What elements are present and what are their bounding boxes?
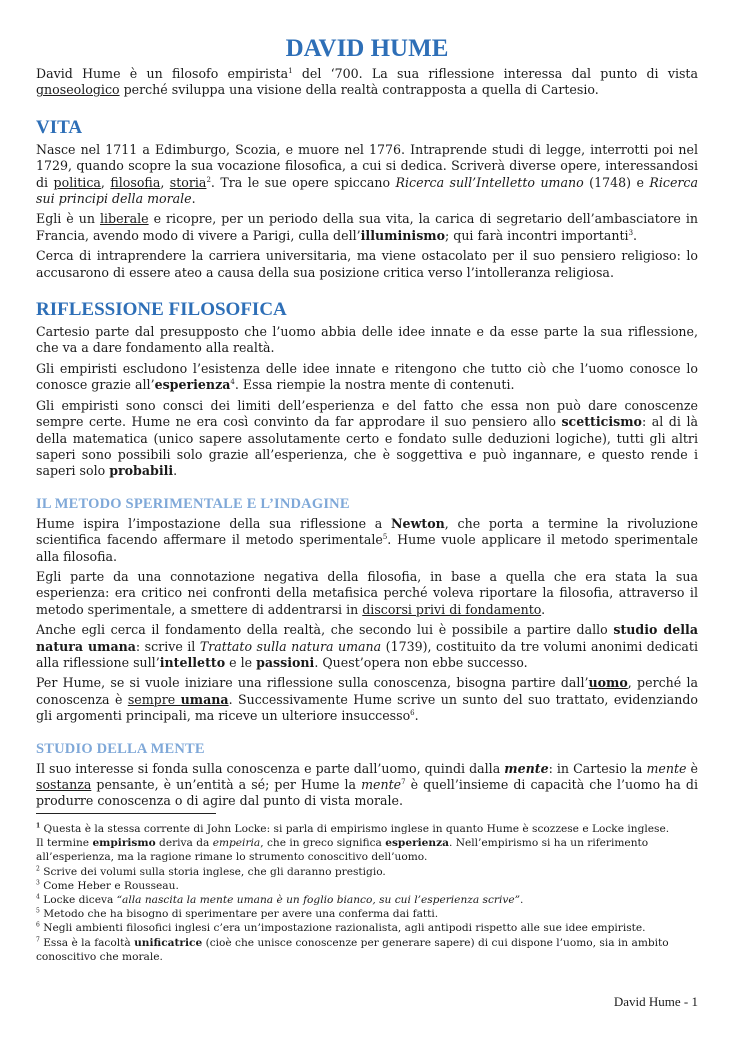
text: Negli ambienti filosofici inglesi c’era un’impostazione razionalista, agli antipodi rispetto alle sue idee empiriste. xyxy=(39,922,646,935)
text: deriva da xyxy=(155,837,213,850)
footnote-6 xyxy=(36,921,698,935)
text: Il suo interesse si fonda sulla conoscenza e parte dall’uomo, quindi dalla xyxy=(36,760,505,776)
footnote-separator xyxy=(36,813,216,814)
intro-paragraph xyxy=(36,66,698,99)
term-esperienza: esperienza xyxy=(154,377,231,393)
footnote-4 xyxy=(36,893,698,907)
text: . xyxy=(520,894,524,907)
text: . Quest’opera non ebbe successo. xyxy=(314,654,528,670)
term-filosofia: filosofia xyxy=(110,174,161,190)
footnote-number: 5 xyxy=(36,907,40,915)
text: , che in greco significa xyxy=(260,837,386,850)
term-mente: mente xyxy=(646,760,687,776)
footnote-number: 4 xyxy=(36,893,40,901)
text: Come Heber e Rousseau. xyxy=(39,879,179,892)
term-uomo: uomo xyxy=(588,675,628,691)
text: , che porta a termine la rivoluzione scientifica facendo affermare il metodo sperimentale xyxy=(36,515,698,548)
footnote-7 xyxy=(36,936,698,964)
term-unificatrice: unificatrice xyxy=(134,936,203,949)
footnotes xyxy=(36,822,698,964)
riflessione-paragraph-2 xyxy=(36,361,698,394)
text: : al di là della matematica (unico sapere assolutamente certo e fondato sulle deduzioni logiche), tutti gli altri saperi sono possibili solo grazie all’esperienza, che è soggettiva e può ingannare, e questo rende i saperi solo xyxy=(36,414,698,479)
text: , xyxy=(160,174,170,190)
text: Hume ispira l’impostazione della sua riflessione a xyxy=(36,515,392,531)
text: . Hume vuole applicare il metodo sperimentale alla filosofia. xyxy=(36,532,698,564)
mente-paragraph-1 xyxy=(36,761,698,810)
page-footer: David Hume - 1 xyxy=(613,994,698,1009)
term-illuminismo: illuminismo xyxy=(360,227,446,243)
vita-paragraph-2 xyxy=(36,211,698,244)
text: Scrive dei volumi sulla storia inglese, che gli daranno prestigio. xyxy=(39,865,386,878)
footnote-ref[interactable]: 6 xyxy=(410,709,415,717)
term-politica: politica xyxy=(53,174,101,190)
text: è quell’insieme di capacità che l’uomo ha di produrre conoscenza o di agire dal punto di vista morale. xyxy=(36,777,698,809)
footnote-ref[interactable]: 7 xyxy=(401,777,406,786)
text: ; qui farà incontri importanti xyxy=(445,227,629,243)
footnote-number: 7 xyxy=(36,936,40,944)
metodo-paragraph-1 xyxy=(36,516,698,565)
text: Locke diceva xyxy=(39,894,117,907)
text: . Successivamente Hume scrive un sunto del suo trattato, evidenziando gli argomenti principali, ma riceve un ulteriore insuccesso xyxy=(36,691,698,724)
text: Egli è un xyxy=(36,211,100,227)
footnote-ref[interactable]: 3 xyxy=(628,228,634,237)
text: del ‘700. La sua riflessione interessa dal punto di vista xyxy=(292,66,698,81)
footnote-number: 2 xyxy=(36,865,40,873)
text: : in Cartesio la xyxy=(548,760,647,776)
footnote-3 xyxy=(36,879,698,893)
footnote-ref[interactable]: 4 xyxy=(230,378,235,387)
subsection-heading-metodo: IL METODO SPERIMENTALE E L’INDAGINE xyxy=(36,495,350,512)
footnote-2 xyxy=(36,865,698,879)
vita-paragraph-1 xyxy=(36,142,698,208)
text: è xyxy=(686,760,698,776)
footnote-ref[interactable]: 5 xyxy=(382,532,388,541)
term-discorsi: discorsi privi di fondamento xyxy=(362,601,542,617)
page-body xyxy=(36,34,698,814)
metodo-paragraph-3 xyxy=(36,622,698,671)
riflessione-paragraph-3 xyxy=(36,398,698,480)
term-esperienza: esperienza xyxy=(385,837,449,850)
text: . xyxy=(173,463,178,479)
text: Essa è la facoltà xyxy=(39,936,135,949)
quote: “alla nascita la mente umana è un foglio bianco, su cui l’esperienza scrive” xyxy=(116,894,521,907)
footnote-ref[interactable]: 2 xyxy=(206,175,211,184)
term-studio-natura: studio della natura umana xyxy=(36,622,698,654)
text: . Nell’empirismo si ha un riferimento all’esperienza, ma la ragione rimane lo strumento conoscitivo dell’uomo. xyxy=(36,837,649,864)
text: : scrive il xyxy=(135,638,200,654)
term-umana: umana xyxy=(180,691,229,707)
vita-paragraph-3: Cerca di intraprendere la carriera universitaria, ma viene ostacolato per il suo pensiero religioso: lo accusarono di essere ateo a causa della sua posizione critica verso l’intolleranza religiosa. xyxy=(36,248,698,280)
text: (1748) e xyxy=(583,174,650,190)
text: Gli empiristi sono consci dei limiti dell’esperienza e del fatto che essa non può dare conoscenze sempre certe. Hume ne era così convinto da far approdare il suo pensiero allo xyxy=(36,397,698,430)
work-title: Trattato sulla natura umana xyxy=(199,638,382,654)
text: Nasce nel 1711 a Edimburgo, Scozia, e muore nel 1776. Intraprende studi di legge, interrotti poi nel 1729, quando scopre la sua vocazione filosofica, a cui si dedica. Scriverà diverse opere, interessandosi di xyxy=(36,141,698,190)
work-title: Ricerca sull’Intelletto umano xyxy=(395,174,584,190)
section-heading-vita: VITA xyxy=(36,116,83,138)
footnote-1 xyxy=(36,822,698,836)
riflessione-paragraph-1: Cartesio parte dal presupposto che l’uomo abbia delle idee innate e da esse parte la sua riflessione, che va a dare fondamento alla realtà. xyxy=(36,324,698,356)
section-heading-riflessione: RIFLESSIONE FILOSOFICA xyxy=(36,299,287,321)
text: perché sviluppa una visione della realtà contrapposta a quella di Cartesio. xyxy=(119,82,599,98)
term-probabili: probabili xyxy=(109,463,174,479)
metodo-paragraph-4 xyxy=(36,675,698,724)
text: Per Hume, se si vuole iniziare una riflessione sulla conoscenza, bisogna partire dall’ xyxy=(36,675,589,691)
term-passioni: passioni xyxy=(256,654,315,670)
subsection-heading-mente: STUDIO DELLA MENTE xyxy=(36,740,205,757)
footnote-5 xyxy=(36,907,698,921)
text: Metodo che ha bisogno di sperimentare per avere una conferma dai fatti. xyxy=(39,908,439,921)
footnote-number: 1 xyxy=(36,822,41,830)
term-mente: mente xyxy=(504,760,549,776)
term-sostanza: sostanza xyxy=(36,777,92,792)
term-intelletto: intelletto xyxy=(159,654,226,670)
text: . xyxy=(414,708,419,724)
term-gnoseologico: gnoseologico xyxy=(36,82,120,98)
term-liberale: liberale xyxy=(99,211,149,227)
footnote-ref[interactable]: 1 xyxy=(288,66,293,75)
metodo-paragraph-2 xyxy=(36,569,698,618)
footnote-number: 3 xyxy=(36,879,40,887)
text: , perché la conoscenza è xyxy=(36,675,699,707)
term-newton: Newton xyxy=(391,515,445,531)
text: Questa è la stessa corrente di John Locke: si parla di empirismo inglese in quanto Hume è scozzese e Locke inglese. xyxy=(40,823,670,835)
footnote-number: 6 xyxy=(36,921,40,929)
work-title: Ricerca sui principi della morale xyxy=(36,174,698,207)
text: Il termine xyxy=(36,837,93,850)
term-storia: storia xyxy=(169,174,207,190)
text: . xyxy=(633,227,638,243)
term-scetticismo: scetticismo xyxy=(561,414,642,430)
term-sempre: sempre xyxy=(127,691,181,707)
text: e ricopre, per un periodo della sua vita, la carica di segretario dell’ambasciatore in Francia, avendo modo di vivere a Parigi, culla dell’ xyxy=(36,211,698,243)
text: Egli parte da una connotazione negativa della filosofia, in base a quella che era stata la sua esperienza: era critico nei confronti della metafisica perché voleva riportare la filosofia, attraverso il metodo sperimentale, a smettere di addentrarsi in xyxy=(36,568,698,617)
text: Gli empiristi escludono l’esistenza delle idee innate e ritengono che tutto ciò che l’uomo conosce lo conosce grazie all’ xyxy=(36,360,698,393)
text: . xyxy=(541,601,546,617)
term-mente: mente xyxy=(361,777,402,792)
text: . xyxy=(191,191,196,207)
footnote-1-cont xyxy=(36,836,698,864)
text: David Hume è un filosofo empirista xyxy=(36,66,289,81)
text: . Essa riempie la nostra mente di contenuti. xyxy=(234,377,515,393)
text: pensante, è un’entità a sé; per Hume la xyxy=(91,777,362,792)
text: Anche egli cerca il fondamento della realtà, che secondo lui è possibile a partire dallo xyxy=(36,622,614,638)
text: , xyxy=(100,174,111,190)
term-empirismo: empirismo xyxy=(92,837,156,850)
text: e le xyxy=(225,654,257,670)
text: . Tra le sue opere spiccano xyxy=(210,174,396,190)
text: (1739), costituito da tre volumi anonimi dedicati alla riflessione sull’ xyxy=(36,638,698,670)
page-title: DAVID HUME xyxy=(285,35,449,62)
term-empeiria: empeiria xyxy=(212,837,261,850)
text: (cioè che unisce conoscenze per generare sapere) di cui dispone l’uomo, sia in ambito conoscitivo che morale. xyxy=(36,936,669,963)
